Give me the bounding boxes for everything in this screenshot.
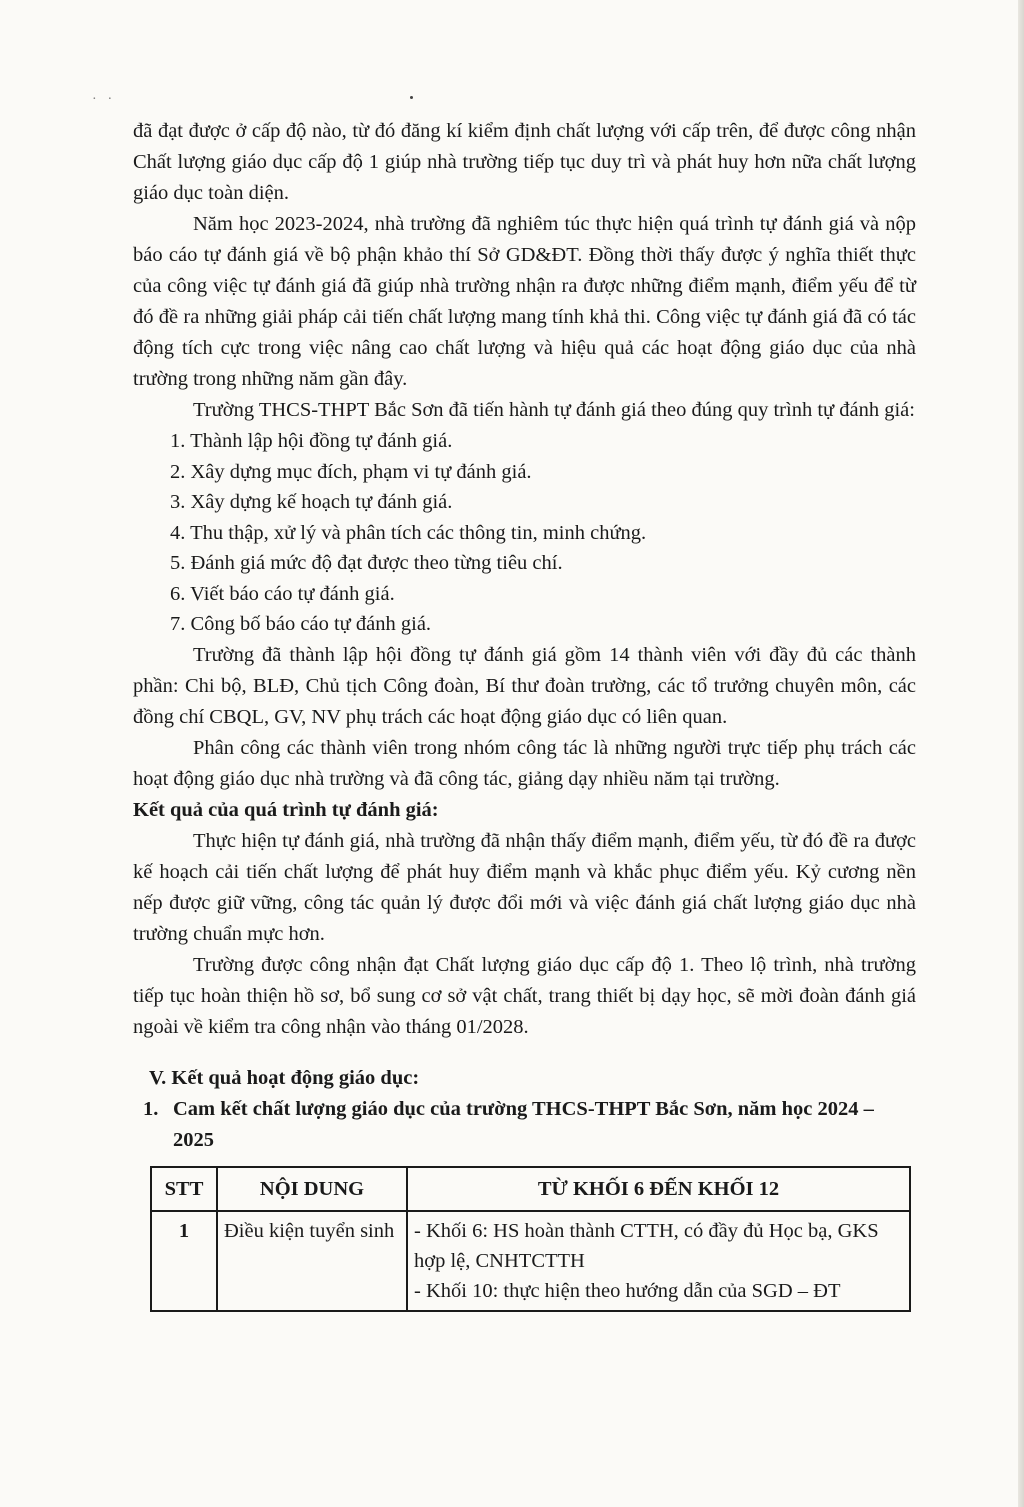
process-steps-list [133, 426, 916, 640]
subsection-number: 1. [143, 1097, 159, 1120]
list-item: 7. Công bố báo cáo tự đánh giá. [170, 613, 432, 635]
list-item: 5. Đánh giá mức độ đạt được theo từng tiêu chí. [170, 552, 563, 574]
table-row [151, 1211, 910, 1311]
detail-line: - Khối 10: thực hiện theo hướng dẫn của SGD – ĐT [414, 1279, 841, 1302]
scan-dot [410, 96, 413, 99]
subsection-heading [133, 1094, 916, 1156]
list-item: 1. Thành lập hội đồng tự đánh giá. [170, 430, 453, 452]
paragraph-accreditation: Trường được công nhận đạt Chất lượng giáo dục cấp độ 1. Theo lộ trình, nhà trường tiếp tục hoàn thiện hồ sơ, bổ sung cơ sở vật chất, trang thiết bị dạy học, sẽ mời đoàn đánh giá ngoài về kiểm tra công nhận vào tháng 01/2028. [133, 953, 916, 1038]
header-noi-dung: NỘI DUNG [217, 1167, 407, 1211]
header-khoi: TỪ KHỐI 6 ĐẾN KHỐI 12 [407, 1167, 910, 1211]
cell-detail [407, 1211, 910, 1311]
paragraph-assignment: Phân công các thành viên trong nhóm công tác là những người trực tiếp phụ trách các hoạt động giáo dục nhà trường và đã công tác, giảng dạy nhiều năm tại trường. [133, 736, 916, 790]
section-heading: V. Kết quả hoạt động giáo dục: [149, 1066, 420, 1089]
commitment-table [150, 1166, 911, 1312]
cell-noi-dung: Điều kiện tuyển sinh [217, 1211, 407, 1311]
detail-line: - Khối 6: HS hoàn thành CTTH, có đầy đủ Học bạ, GKS hợp lệ, CNHTCTTH [414, 1219, 879, 1272]
document-body [133, 116, 916, 1312]
table-header-row [151, 1167, 910, 1211]
list-item: 3. Xây dựng kế hoạch tự đánh giá. [170, 491, 453, 513]
result-heading: Kết quả của quá trình tự đánh giá: [133, 798, 439, 821]
header-stt: STT [151, 1167, 217, 1211]
paragraph-continuation: đã đạt được ở cấp độ nào, từ đó đăng kí kiểm định chất lượng với cấp trên, để được công nhận Chất lượng giáo dục cấp độ 1 giúp nhà trường tiếp tục duy trì và phát huy hơn nữa chất lượng giáo dục toàn diện. [133, 120, 916, 204]
scan-marks: · · [92, 92, 117, 107]
scan-edge [1018, 0, 1024, 1507]
subsection-title: Cam kết chất lượng giáo dục của trường THCS-THPT Bắc Sơn, năm học 2024 – 2025 [173, 1097, 874, 1151]
spacer [133, 1043, 916, 1063]
list-item: 2. Xây dựng mục đích, phạm vi tự đánh giá. [170, 460, 532, 483]
list-item: 6. Viết báo cáo tự đánh giá. [170, 582, 395, 605]
cell-stt: 1 [151, 1211, 217, 1311]
paragraph-self-assessment: Năm học 2023-2024, nhà trường đã nghiêm túc thực hiện quá trình tự đánh giá và nộp báo cáo tự đánh giá về bộ phận khảo thí Sở GD&ĐT. Đồng thời thấy được ý nghĩa thiết thực của công việc tự đánh giá đã giúp nhà trường nhận ra được những điểm mạnh, điểm yếu để từ đó đề ra những giải pháp cải tiến chất lượng mang tính khả thi. Công việc tự đánh giá đã có tác động tích cực trong việc nâng cao chất lượng và hiệu quả các hoạt động giáo dục của nhà trường trong những năm gần đây. [133, 213, 916, 390]
paragraph-council: Trường đã thành lập hội đồng tự đánh giá gồm 14 thành viên với đầy đủ các thành phần: Chi bộ, BLĐ, Chủ tịch Công đoàn, Bí thư đoàn trường, các tổ trưởng chuyên môn, các đồng chí CBQL, GV, NV phụ trách các hoạt động giáo dục có liên quan. [133, 643, 916, 728]
list-item: 4. Thu thập, xử lý và phân tích các thông tin, minh chứng. [170, 521, 647, 544]
paragraph-results: Thực hiện tự đánh giá, nhà trường đã nhận thấy điểm mạnh, điểm yếu, từ đó đề ra được kế hoạch cải tiến chất lượng để phát huy điểm mạnh và khắc phục điểm yếu. Kỷ cương nền nếp được giữ vững, công tác quản lý được đổi mới và việc đánh giá chất lượng giáo dục nhà trường chuẩn mực hơn. [133, 829, 916, 945]
paragraph-process-intro: Trường THCS-THPT Bắc Sơn đã tiến hành tự đánh giá theo đúng quy trình tự đánh giá: [193, 399, 915, 421]
